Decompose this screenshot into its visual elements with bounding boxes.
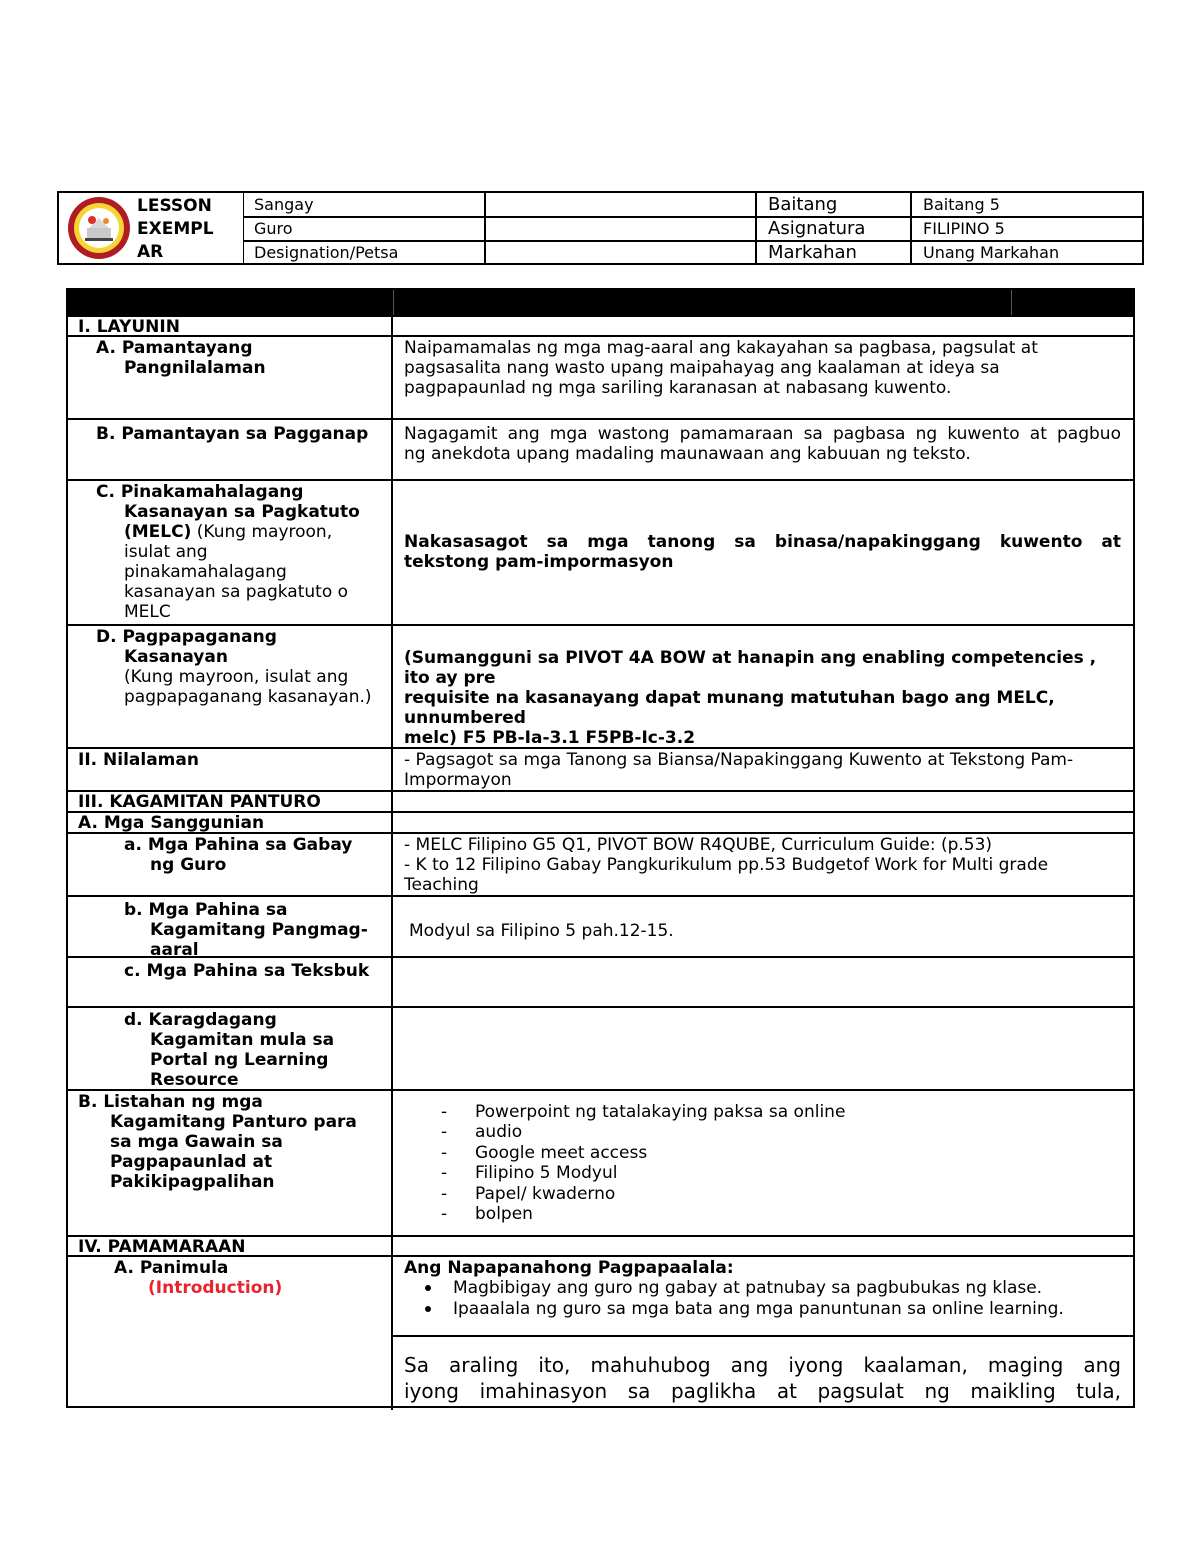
row-listahan-kagamitan: B. Listahan ng mga Kagamitang Panturo para sa mga Gawain sa Pagpapaunlad at Pakikipagpalihan - Powerpoint ng tatalakaying paksa sa online - audio - Google meet access - Filipino 5 Modyul - Papel/ kwaderno - bolpen	[68, 1089, 1133, 1237]
listahan-label: B. Listahan ng mga	[78, 1092, 263, 1112]
title-line-3: AR	[137, 242, 164, 262]
title-line-2: EXEMPL	[137, 219, 214, 239]
row-teksbuk	[68, 956, 1133, 1008]
introduction-label: (Introduction)	[148, 1278, 283, 1298]
material-item: Powerpoint ng tatalakaying paksa sa online	[475, 1102, 846, 1122]
baitang-label: Baitang	[757, 193, 912, 216]
header-bar-divider	[393, 290, 394, 315]
pagpapagana-text-line: (Sumangguni sa PIVOT 4A BOW at hanapin ang enabling competencies ,	[404, 648, 1097, 668]
division-seal-icon	[67, 196, 131, 260]
sanggunian-label: A. Mga Sanggunian	[78, 813, 265, 833]
header-row-guro	[243, 217, 1142, 242]
melc-label: C. Pinakamahalagang	[96, 482, 304, 502]
row-kagamitan-panturo	[68, 790, 1133, 812]
gabay-guro-text-line: - MELC Filipino G5 Q1, PIVOT BOW R4QUBE, Curriculum Guide: (p.53)	[404, 835, 993, 855]
row-learning-resource	[68, 1006, 1133, 1091]
row-kagamitang-pangmag-aaral	[68, 895, 1133, 958]
pangnilalaman-text-line: pagsasalita nang wasto upang maipahayag ang kaalaman at ideya sa	[404, 358, 1000, 378]
nilalaman-text-line: Impormayon	[404, 770, 512, 790]
pangnilalaman-label-line2: Pangnilalaman	[124, 358, 266, 378]
melc-note-line: isulat ang	[124, 542, 208, 562]
nilalaman-text-line: - Pagsagot sa mga Tanong sa Biansa/Napakinggang Kuwento at Tekstong Pam-	[404, 750, 1074, 770]
lr-portal-label-line: Portal ng Learning	[150, 1050, 329, 1070]
lesson-exemplar-title	[137, 195, 214, 264]
logo-cell	[59, 193, 244, 263]
row-layunin	[68, 315, 1133, 337]
asignatura-value: FILIPINO 5	[923, 219, 1005, 238]
pagpapagana-note: (Kung mayroon, isulat ang	[124, 667, 349, 687]
row-nilalaman	[68, 747, 1133, 791]
gabay-guro-label-line: ng Guro	[150, 855, 227, 875]
pagpapaalala-title: Ang Napapanahong Pagpapaalala:	[404, 1258, 734, 1278]
pagganap-text-line: ng anekdota upang madaling maunawaan ang kabuuan ng teksto.	[404, 444, 971, 464]
pagpapaalala-item: Magbibigay ang guro ng gabay at patnubay sa pagbubukas ng klase.	[453, 1278, 1043, 1298]
teksbuk-label: c. Mga Pahina sa Teksbuk	[124, 961, 370, 981]
pangmag-aaral-label: b. Mga Pahina sa	[124, 900, 288, 920]
pagganap-label: B. Pamantayan sa Pagganap	[96, 424, 369, 444]
gabay-guro-label: a. Mga Pahina sa Gabay	[124, 835, 353, 855]
melc-label-abbr: (MELC)	[124, 522, 192, 542]
guro-label: Guro	[243, 217, 486, 240]
aralin-paragraph-line: Sa araling ito, mahuhubog ang iyong kaalaman, maging ang	[404, 1353, 1121, 1377]
asignatura-label: Asignatura	[757, 217, 912, 240]
petsa-label: Designation/Petsa	[243, 241, 486, 264]
melc-note-line: kasanayan sa pagkatuto o	[124, 582, 349, 602]
petsa-value	[486, 241, 757, 264]
sangay-label: Sangay	[243, 193, 486, 216]
row-panimula	[68, 1255, 1133, 1410]
pagganap-text-line: Nagagamit ang mga wastong pamamaraan sa pagbasa ng kuwento at pagbuo	[404, 424, 1121, 444]
melc-text-line: tekstong pam-impormasyon	[404, 552, 674, 572]
modyul-text: Modyul sa Filipino 5 pah.12-15.	[409, 921, 674, 941]
melc-note-line: MELC	[124, 602, 171, 622]
layunin-heading: I. LAYUNIN	[78, 317, 180, 337]
row-pamantayan-sa-pagganap	[68, 418, 1133, 481]
material-item: Google meet access	[475, 1143, 648, 1163]
header-info-grid	[243, 193, 1142, 263]
listahan-label-line: Pagpapaunlad at	[110, 1152, 273, 1172]
listahan-label-line: Kagamitang Panturo para	[110, 1112, 357, 1132]
pagpapagana-text-line: melc) F5 PB-Ia-3.1 F5PB-Ic-3.2	[404, 728, 696, 748]
pagpapagana-text-line: ito ay pre	[404, 668, 496, 688]
melc-note-line: pinakamahalagang	[124, 562, 287, 582]
row-pagpapaganang-kasanayan	[68, 624, 1133, 749]
row-pamantayang-pangnilalaman	[68, 335, 1133, 420]
row-gabay-ng-guro	[68, 832, 1133, 897]
pagpapaalala-item: Ipaaalala ng guro sa mga bata ang mga panuntunan sa online learning.	[453, 1299, 1064, 1319]
pamamaraan-heading: IV. PAMAMARAAN	[78, 1237, 246, 1257]
material-item: Filipino 5 Modyul	[475, 1163, 618, 1183]
material-item: Papel/ kwaderno	[475, 1184, 616, 1204]
markahan-label: Markahan	[757, 241, 912, 264]
pangmag-aaral-label-line: Kagamitang Pangmag-	[150, 920, 368, 940]
pagpapagana-text-line: requisite na kasanayang dapat munang matutuhan bago ang MELC,	[404, 688, 1055, 708]
sangay-value	[486, 193, 757, 216]
gabay-guro-text-line: - K to 12 Filipino Gabay Pangkurikulum pp.53 Budgetof Work for Multi grade	[404, 855, 1049, 875]
melc-text-line: Nakasasagot sa mga tanong sa binasa/napakinggang kuwento at	[404, 532, 1121, 552]
lr-portal-label-line: Resource	[150, 1070, 239, 1090]
pagpapagana-text-line: unnumbered	[404, 708, 526, 728]
header-row-sangay	[243, 193, 1142, 218]
gabay-guro-text-line: Teaching	[404, 875, 479, 895]
nilalaman-label: II. Nilalaman	[78, 750, 199, 770]
pagpapagana-label: D. Pagpapaganang	[96, 627, 277, 647]
listahan-label-line: Pakikipagpalihan	[110, 1172, 275, 1192]
baitang-value: Baitang 5	[923, 195, 1000, 214]
lr-portal-label-line: Kagamitan mula sa	[150, 1030, 335, 1050]
panimula-label: A. Panimula	[114, 1258, 229, 1278]
inner-divider	[393, 1335, 1133, 1337]
pagpapagana-note-line: pagpapaganang kasanayan.)	[124, 687, 372, 707]
lesson-header-table	[57, 191, 1144, 265]
row-melc	[68, 479, 1133, 626]
lesson-plan-table	[66, 288, 1135, 1408]
listahan-label-line: sa mga Gawain sa	[110, 1132, 283, 1152]
pangnilalaman-text-line: pagpapaunlad ng mga sariling karanasan at nabasang kuwento.	[404, 378, 952, 398]
row-pamamaraan	[68, 1235, 1133, 1257]
header-row-petsa	[243, 241, 1142, 264]
melc-label-line: Kasanayan sa Pagkatuto	[124, 502, 360, 522]
pangnilalaman-text-line: Naipamamalas ng mga mag-aaral ang kakayahan sa pagbasa, pagsulat at	[404, 338, 1038, 358]
lr-portal-label: d. Karagdagang	[124, 1010, 277, 1030]
pangmag-aaral-label-line: aaral	[150, 940, 199, 960]
title-line-1: LESSON	[137, 196, 212, 216]
row-sanggunian	[68, 811, 1133, 833]
material-item: bolpen	[475, 1204, 533, 1224]
kagamitan-heading: III. KAGAMITAN PANTURO	[78, 792, 321, 812]
table-header-bar	[68, 290, 1133, 315]
aralin-paragraph-line: iyong imahinasyon sa paglikha at pagsulat ng maikling tula,	[404, 1379, 1121, 1403]
bullet-icon	[425, 1285, 431, 1291]
material-item: audio	[475, 1122, 523, 1142]
pangnilalaman-label: A. Pamantayang	[96, 338, 253, 358]
guro-value	[486, 217, 757, 240]
markahan-value: Unang Markahan	[923, 243, 1060, 262]
bullet-icon	[425, 1306, 431, 1312]
pagpapagana-label-line: Kasanayan	[124, 647, 228, 667]
melc-note: (Kung mayroon,	[191, 522, 333, 542]
header-bar-divider	[1011, 290, 1012, 315]
